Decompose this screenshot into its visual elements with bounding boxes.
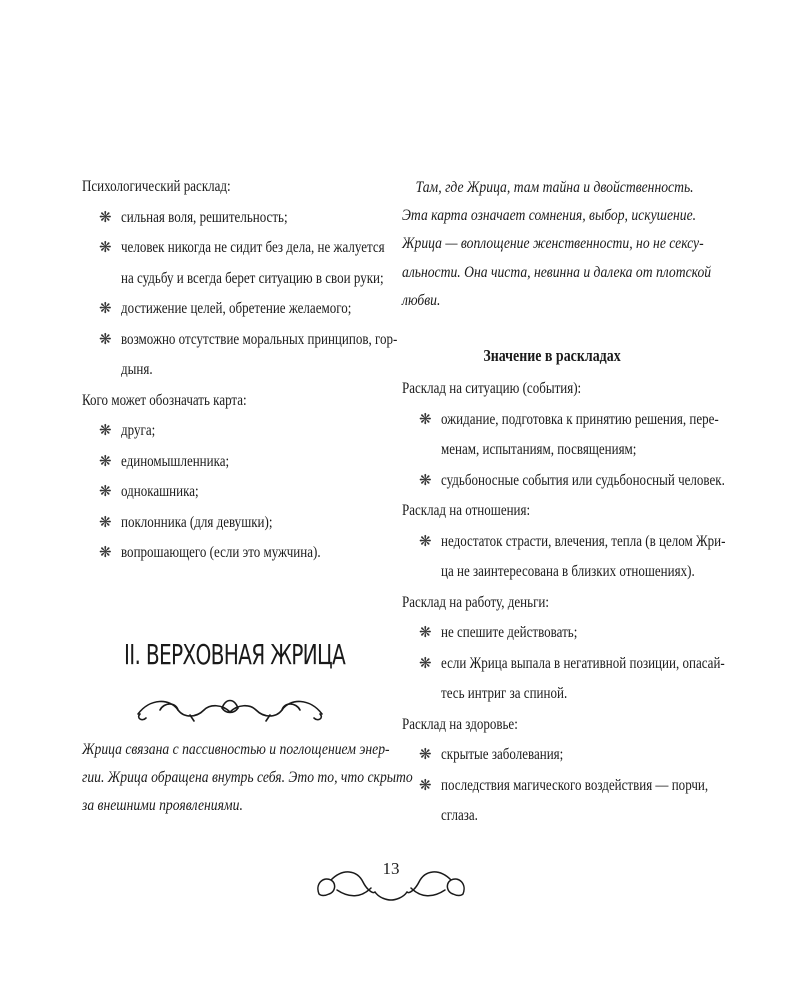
snowflake-bullet-icon: ❋	[419, 777, 432, 794]
snowflake-bullet-icon: ❋	[99, 240, 112, 256]
situation-label: Расклад на ситуацию (события):	[402, 380, 582, 398]
snowflake-bullet-icon: ❋	[99, 484, 112, 500]
list-item-text: сильная воля, решительность;	[121, 208, 288, 226]
list-item	[82, 416, 382, 447]
snowflake-bullet-icon: ❋	[419, 655, 432, 672]
snowflake-bullet-icon: ❋	[99, 514, 112, 531]
snowflake-bullet-icon: ❋	[419, 472, 432, 489]
list-item-text: поклонника (для девушки);	[121, 513, 273, 531]
list-item	[82, 508, 382, 539]
list-item-text: дыня.	[121, 361, 153, 378]
list-item-text: последствия магического воздействия — порчи,	[441, 776, 709, 794]
list-item-text: скрытые заболевания;	[441, 746, 564, 764]
paragraph-line: Жрица связана с пассивностью и поглощением энер-	[82, 741, 390, 758]
list-item	[82, 538, 382, 569]
list-item-text: судьбоносные события или судьбоносный человек.	[441, 471, 725, 489]
list-item-text: на судьбу и всегда берет ситуацию в свои руки;	[121, 269, 384, 287]
paragraph-line: гии. Жрица обращена внутрь себя. Это то, что скрыто	[82, 769, 413, 787]
snowflake-bullet-icon: ❋	[419, 625, 432, 642]
snowflake-bullet-icon: ❋	[99, 209, 112, 226]
paragraph-line: Жрица — воплощение женственности, но не сексу-	[402, 235, 704, 253]
list-item-text: человек никогда не сидит без дела, не жалуется	[121, 239, 385, 256]
list-item-text: ца не заинтересована в близких отношениях).	[441, 563, 695, 581]
relations-label: Расклад на отношения:	[402, 502, 531, 520]
list-item	[402, 649, 725, 710]
list-item-text: сглаза.	[441, 807, 478, 825]
list-item	[82, 203, 382, 234]
work-list	[402, 618, 725, 710]
list-item-text: тесь интриг за спиной.	[441, 685, 568, 703]
paragraph-line: за внешними проявлениями.	[82, 797, 243, 815]
psych-label: Психологический расклад:	[82, 178, 231, 195]
snowflake-bullet-icon: ❋	[419, 411, 432, 428]
list-item	[402, 527, 726, 588]
snowflake-bullet-icon: ❋	[419, 533, 432, 550]
right-intro	[402, 174, 712, 315]
relations-list	[402, 527, 726, 588]
section-intro	[82, 736, 413, 821]
psych-list	[82, 203, 398, 386]
list-item	[402, 771, 709, 832]
list-item-text: друга;	[121, 422, 156, 439]
list-item	[402, 405, 719, 466]
list-item	[402, 466, 725, 497]
paragraph-line: Эта карта означает сомнения, выбор, искушение.	[402, 207, 697, 225]
paragraph-line: альности. Она чиста, невинна и далека от плотской	[402, 263, 712, 281]
snowflake-bullet-icon: ❋	[99, 453, 112, 470]
list-item-text: возможно отсутствие моральных принципов, гор-	[121, 330, 398, 348]
left-column	[82, 172, 398, 569]
work-label: Расклад на работу, деньги:	[402, 593, 550, 611]
health-list	[402, 740, 709, 832]
list-item	[402, 618, 702, 649]
flourish-ornament	[130, 688, 330, 728]
snowflake-bullet-icon: ❋	[99, 331, 112, 348]
snowflake-bullet-icon: ❋	[419, 747, 432, 764]
list-item-text: достижение целей, обретение желаемого;	[121, 300, 352, 317]
paragraph-line: любви.	[402, 291, 441, 309]
snowflake-bullet-icon: ❋	[99, 301, 112, 317]
list-item	[82, 325, 398, 386]
list-item-text: вопрошающего (если это мужчина).	[121, 544, 321, 561]
list-item	[82, 294, 382, 325]
right-column	[402, 172, 726, 832]
list-item	[402, 740, 702, 771]
list-item-text: недостаток страсти, влечения, тепла (в целом Жри-	[441, 532, 726, 550]
who-label: Кого может обозначать карта:	[82, 391, 247, 409]
list-item-text: единомышленника;	[121, 452, 230, 470]
page-number: 13	[382, 859, 400, 878]
list-item-text: не спешите действовать;	[441, 624, 578, 642]
snowflake-bullet-icon: ❋	[99, 545, 112, 561]
who-list	[82, 416, 382, 569]
section-title: II. ВЕРХОВНАЯ ЖРИЦА	[123, 638, 346, 671]
list-item-text: если Жрица выпала в негативной позиции, опасай-	[441, 654, 725, 672]
snowflake-bullet-icon: ❋	[99, 423, 112, 439]
list-item-text: менам, испытаниям, посвящениям;	[441, 441, 637, 459]
list-item-text: ожидание, подготовка к принятию решения, пере-	[441, 410, 719, 428]
list-item	[82, 233, 385, 294]
list-item	[82, 447, 382, 478]
list-item	[82, 477, 382, 508]
meaning-heading: Значение в раскладах	[483, 346, 621, 366]
paragraph-line: Там, где Жрица, там тайна и двойственность.	[402, 179, 694, 196]
situation-list	[402, 405, 725, 497]
list-item-text: однокашника;	[121, 483, 199, 500]
health-label: Расклад на здоровье:	[402, 715, 518, 733]
